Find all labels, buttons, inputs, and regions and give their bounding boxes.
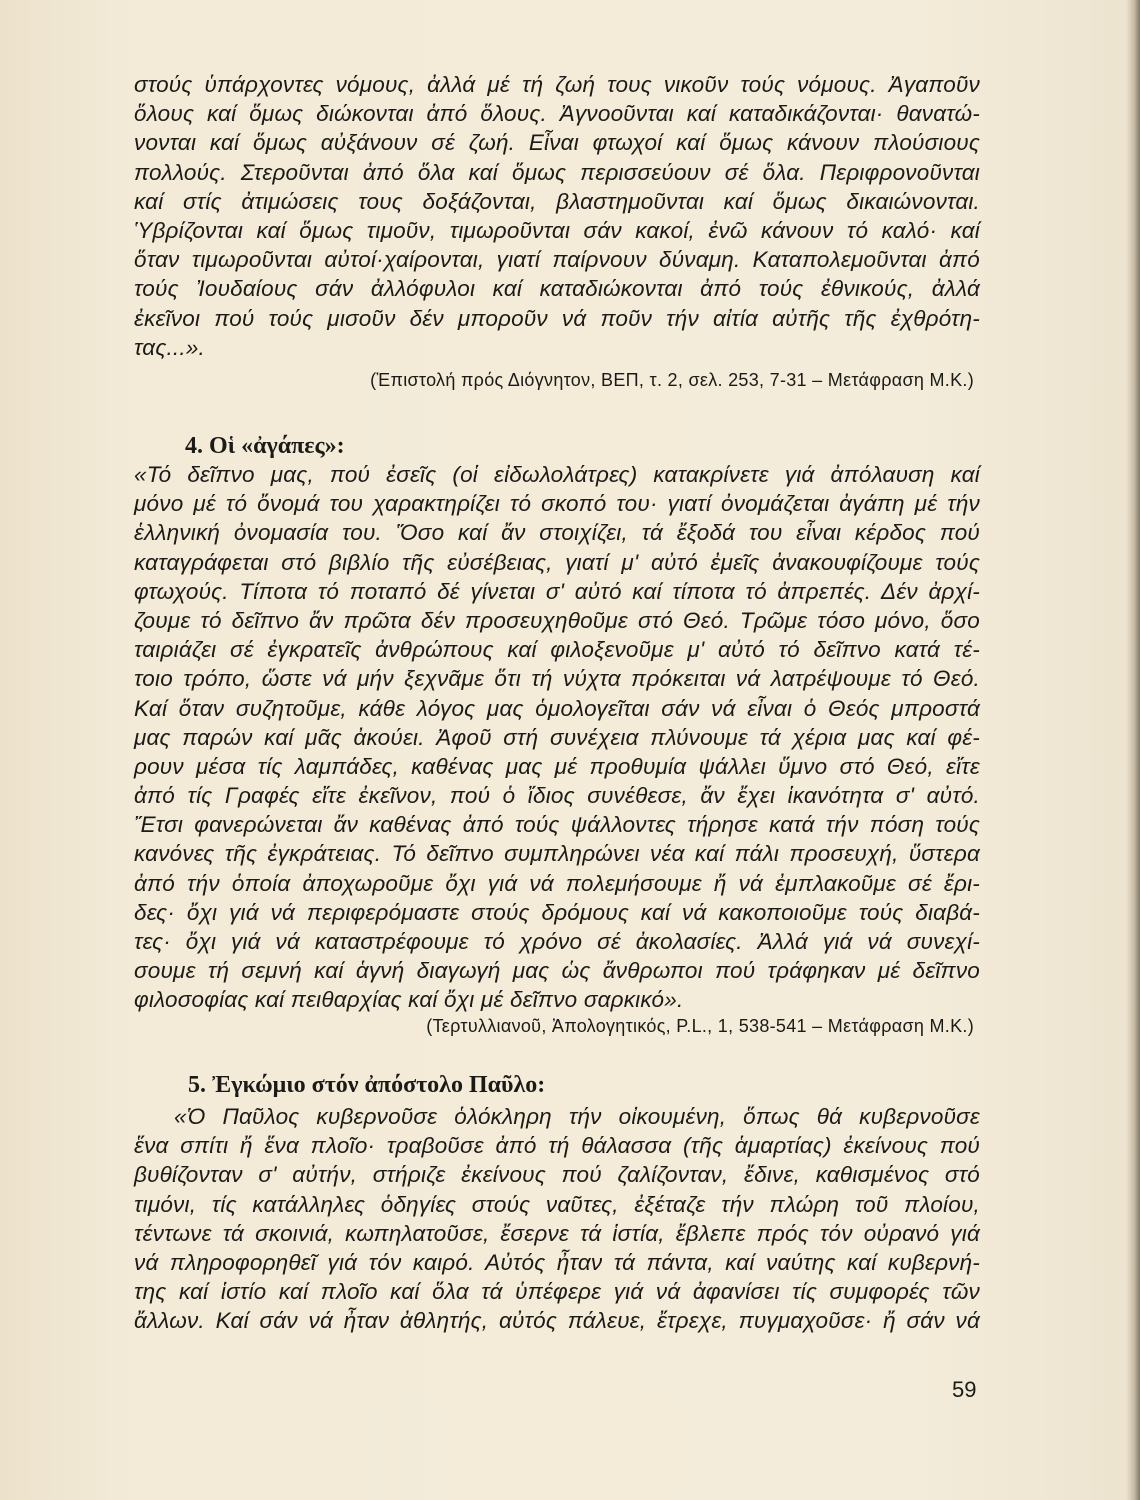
text-line: ζουμε τό δεῖπνο ἄν πρῶτα δέν προσευχηθοῦμε στό Θεό. Τρῶμε τόσο μόνο, ὅσο [134,607,980,633]
source-citation: (Τερτυλλιανοῦ, Ἀπολογητικός, P.L., 1, 538-541 – Μετάφραση Μ.Κ.) [426,1016,974,1036]
text-line: τούς Ἰουδαίους σάν ἀλλόφυλοι καί καταδιώκονται ἀπό τούς ἐθνικούς, ἀλλά [134,276,980,302]
text-line: ἐκεῖνοι πού τούς μισοῦν δέν μποροῦν νά ποῦν τήν αἰτία αὐτῆς τῆς ἐχθρότη- [134,305,980,331]
section5-paragraph [134,1102,980,1336]
text-line: φιλοσοφίας καί πειθαρχίας καί ὄχι μέ δεῖπνο σαρκικό». [134,987,684,1013]
text-line: ἕνα σπίτι ἤ ἕνα πλοῖο· τραβοῦσε ἀπό τή θάλασσα (τῆς ἁμαρτίας) ἐκείνους πού [134,1133,980,1159]
text-line: της καί ἱστίο καί πλοῖο καί ὅλα τά ὑπέφερε γιά νά ἀφανίσει τίς συμφορές τῶν [134,1279,980,1305]
text-line: ἀπό τίς Γραφές εἴτε ἐκεῖνον, πού ὁ ἴδιος συνέθεσε, ἄν ἔχει ἱκανότητα σ' αὐτό. [134,783,980,809]
text-line: στούς ὑπάρχοντες νόμους, ἀλλά μέ τή ζωή τους νικοῦν τούς νόμους. Ἀγαποῦν [134,72,980,97]
text-line: σουμε τή σεμνή καί ἁγνή διαγωγή μας ὡς ἄνθρωποι πού τράφηκαν μέ δεῖπνο [134,958,980,984]
text-line: πολλούς. Στεροῦνται ἀπό ὅλα καί ὅμως περισσεύουν σέ ὅλα. Περιφρονοῦνται [134,159,980,185]
text-line: ὅταν τιμωροῦνται αὐτοί·χαίρονται, γιατί παίρνουν δύναμη. Καταπολεμοῦνται ἀπό [134,247,980,273]
text-line: ἑλληνική ὀνομασία του. Ὅσο καί ἄν στοιχίζει, τά ἔξοδά του εἶναι κέρδος πού [134,520,980,546]
text-line: μόνο μέ τό ὄνομά του χαρακτηρίζει τό σκοπό του· γιατί ὀνομάζεται ἀγάπη μέ τήν [134,491,980,517]
text-line: τοιο τρόπο, ὥστε νά μήν ξεχνᾶμε ὅτι τή νύχτα πρόκειται νά λατρέψουμε τό Θεό. [134,666,980,692]
text-line: νονται καί ὅμως αὐξάνουν σέ ζωή. Εἶναι φτωχοί καί ὅμως κάνουν πλούσιους [134,130,980,156]
text-line: νά πληροφορηθεῖ γιά τόν καιρό. Αὐτός ἦταν τά πάντα, καί ναύτης καί κυβερνή- [134,1249,980,1275]
top-quote-paragraph [134,70,980,362]
text-line: βυθίζονταν σ' αὐτήν, στήριζε ἐκείνους πού ζαλίζονταν, ἔδινε, καθισμένος στό [134,1162,980,1188]
text-line: ἀπό τήν ὁποία ἀποχωροῦμε ὄχι γιά νά πολεμήσουμε ἤ νά ἐμπλακοῦμε σέ ἔρι- [134,870,980,896]
section-heading: 4. Οἱ «ἀγάπες»: [185,433,345,459]
text-line: καί στίς ἀτιμώσεις τους δοξάζονται, βλαστημοῦνται καί ὅμως δικαιώνονται. [134,188,980,214]
text-line: ἄλλων. Καί σάν νά ἦταν ἀθλητής, αὐτός πάλευε, ἔτρεχε, πυγμαχοῦσε· ἤ σάν νά [134,1308,980,1334]
text-line: τας...». [134,334,205,360]
source-citation: (Ἐπιστολή πρός Διόγνητον, ΒΕΠ, τ. 2, σελ. 253, 7-31 – Μετάφραση Μ.Κ.) [370,370,974,390]
page-edge-shadow [1126,0,1140,1500]
text-line: ὅλους καί ὅμως διώκονται ἀπό ὅλους. Ἀγνοοῦνται καί καταδικάζονται· θανατώ- [134,101,980,127]
text-line: «Τό δεῖπνο μας, πού ἐσεῖς (οἱ εἰδωλολάτρες) κατακρίνετε γιά ἀπόλαυση καί [134,462,980,487]
text-line: καταγράφεται στό βιβλίο τῆς εὐσέβειας, γιατί μ' αὐτό ἐμεῖς ἀνακουφίζουμε τούς [134,549,980,575]
section-heading: 5. Ἐγκώμιο στόν ἀπόστολο Παῦλο: [188,1072,546,1098]
text-line: τες· ὄχι γιά νά καταστρέφουμε τό χρόνο σέ ἀκολασίες. Ἀλλά γιά νά συνεχί- [134,929,980,954]
text-line: κανόνες τῆς ἐγκράτειας. Τό δεῖπνο συμπληρώνει νέα καί πάλι προσευχή, ὕστερα [134,841,980,867]
text-line: ρουν μέσα τίς λαμπάδες, καθένας μας μέ προθυμία ψάλλει ὕμνο στό Θεό, εἴτε [134,753,980,779]
text-line: Ὑβρίζονται καί ὅμως τιμοῦν, τιμωροῦνται σάν κακοί, ἐνῶ κάνουν τό καλό· καί [134,217,980,243]
text-line: φτωχούς. Τίποτα τό ποταπό δέ γίνεται σ' αὐτό καί τίποτα τό ἀπρεπές. Δέν ἀρχί- [134,578,980,604]
text-line: Καί ὅταν συζητοῦμε, κάθε λόγος μας ὁμολογεῖται σάν νά εἶναι ὁ Θεός μπροστά [134,695,980,721]
text-line: μας παρών καί μᾶς ἀκούει. Ἀφοῦ στή συνέχεια πλύνουμε τά χέρια μας καί φέ- [134,724,980,750]
text-line: τιμόνι, τίς κατάλληλες ὁδηγίες στούς ναῦτες, ἐξέταζε τήν πλώρη τοῦ πλοίου, [134,1191,980,1217]
text-line: «Ὁ Παῦλος κυβερνοῦσε ὁλόκληρη τήν οἰκουμένη, ὅπως θά κυβερνοῦσε [174,1104,980,1129]
text-line: Ἔτσι φανερώνεται ἄν καθένας ἀπό τούς ψάλλοντες τήρησε κατά τήν πόση τούς [134,812,980,838]
text-line: τέντωνε τά σκοινιά, κωπηλατοῦσε, ἔσερνε τά ἱστία, ἔβλεπε πρός τόν οὐρανό γιά [134,1220,980,1246]
text-line: ταιριάζει σέ ἐγκρατεῖς ἀνθρώπους καί φιλοξενοῦμε μ' αὐτό τό δεῖπνο κατά τέ- [134,637,980,663]
page-number: 59 [952,1377,977,1402]
section4-paragraph [134,460,980,1015]
text-line: δες· ὄχι γιά νά περιφερόμαστε στούς δρόμους καί νά κακοποιοῦμε τούς διαβά- [134,899,980,925]
